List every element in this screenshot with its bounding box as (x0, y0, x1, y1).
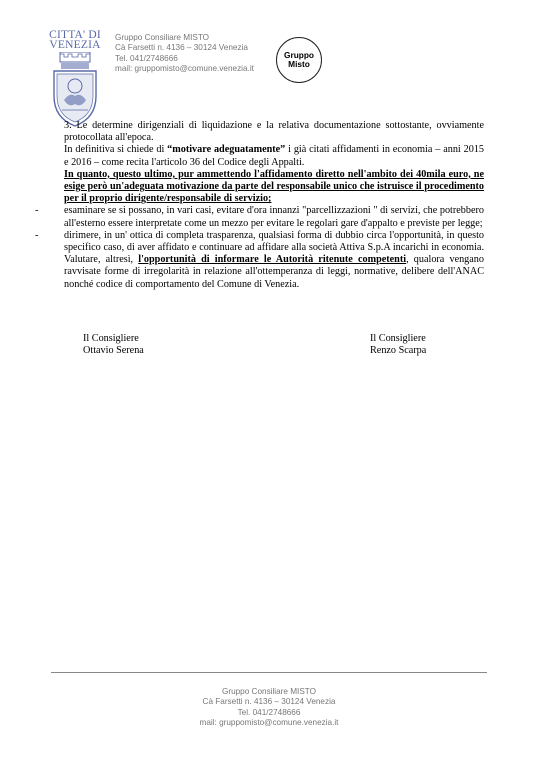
letterhead (0, 0, 538, 120)
footer-mail: mail: gruppomisto@comune.venezia.it (199, 717, 339, 727)
header-org: Gruppo Consiliare MISTO (115, 33, 210, 42)
signature-right-role: Il Consigliere (370, 333, 426, 344)
signature-right-name: Renzo Scarpa (370, 345, 427, 357)
footer-divider (51, 672, 487, 673)
paragraph-in-quanto: In quanto, questo ultimo, pur ammettendo l'affidamento diretto nell'ambito dei 40mila euro, ne esige però un'adeguata motivazione da parte del responsabile unico che istruisce il procedimento per il proprio dirigente/responsabile di servizio; (64, 168, 484, 205)
list-item (35, 205, 484, 229)
footer-address: Cà Farsetti n. 4136 – 30124 Venezia (202, 697, 336, 707)
paragraph-determine: 3. Le determine dirigenziali di liquidazione e la relativa documentazione sottostante, ovviamente protocollata all'epoca. (64, 120, 484, 144)
list-dash: - (35, 229, 39, 241)
signature-left-name: Ottavio Serena (83, 345, 144, 357)
signature-right (370, 333, 426, 357)
item1-text: esaminare se si possano, in vari casi, evitare d'ora innanzi "parcellizzazioni " di servizi, che potrebbero all'esterno essere interpretate come un mezzo per evitare le regolari gare d'appalto e previste per legge; (64, 205, 484, 229)
p2-emphasis: “motivare adeguatamente” (167, 144, 286, 156)
item2-text-a: dirimere, in un' ottica di completa trasparenza, qualsiasi forma di dubbio circa l'opportunità, in questo specifico caso, di aver affidato e continuare ad affidare alla società Attiva S.p.A incarichi in economia. Valutare, altresì, (64, 229, 484, 266)
crest-city-line-1: CITTA' DI (49, 29, 101, 41)
footer-tel: Tel. 041/2748666 (237, 707, 301, 717)
letter-body (35, 120, 485, 291)
gruppo-misto-badge (276, 37, 322, 83)
crest-city-line-2: VENEZIA (49, 39, 101, 51)
item2-text-c: , qualora vengano ravvisate forme di irregolarità in relazione all'ottemperanza di leggi, normative, delibere dell'ANAC nonché codice di comportamento del Comune di Venezia. (64, 254, 484, 290)
header-contact (115, 33, 254, 74)
list-dash: - (35, 205, 39, 217)
footer-org: Gruppo Consiliare MISTO (221, 687, 317, 696)
item2-emphasis: l'opportunità di informare le Autorità ritenute competenti (138, 254, 407, 266)
venezia-crest (48, 30, 102, 127)
footer (0, 687, 538, 728)
header-tel: Tel. 041/2748666 (115, 53, 178, 63)
signature-left (83, 333, 144, 357)
badge-line-2: Misto (288, 59, 310, 69)
signature-left-role: Il Consigliere (83, 333, 139, 344)
p2-text-a: In definitiva si chiede di (64, 144, 168, 156)
header-address: Cà Farsetti n. 4136 – 30124 Venezia (115, 43, 248, 53)
list-item (35, 229, 484, 291)
paragraph-definitiva (64, 144, 484, 168)
badge-line-1: Gruppo (284, 49, 314, 60)
header-mail: mail: gruppomisto@comune.venezia.it (115, 63, 254, 73)
p2-text-c: i già citati affidamenti in economia – anni 2015 e 2016 – come recita l'articolo 36 del Codice degli Appalti. (64, 144, 485, 168)
crest-shield-icon (48, 52, 102, 127)
